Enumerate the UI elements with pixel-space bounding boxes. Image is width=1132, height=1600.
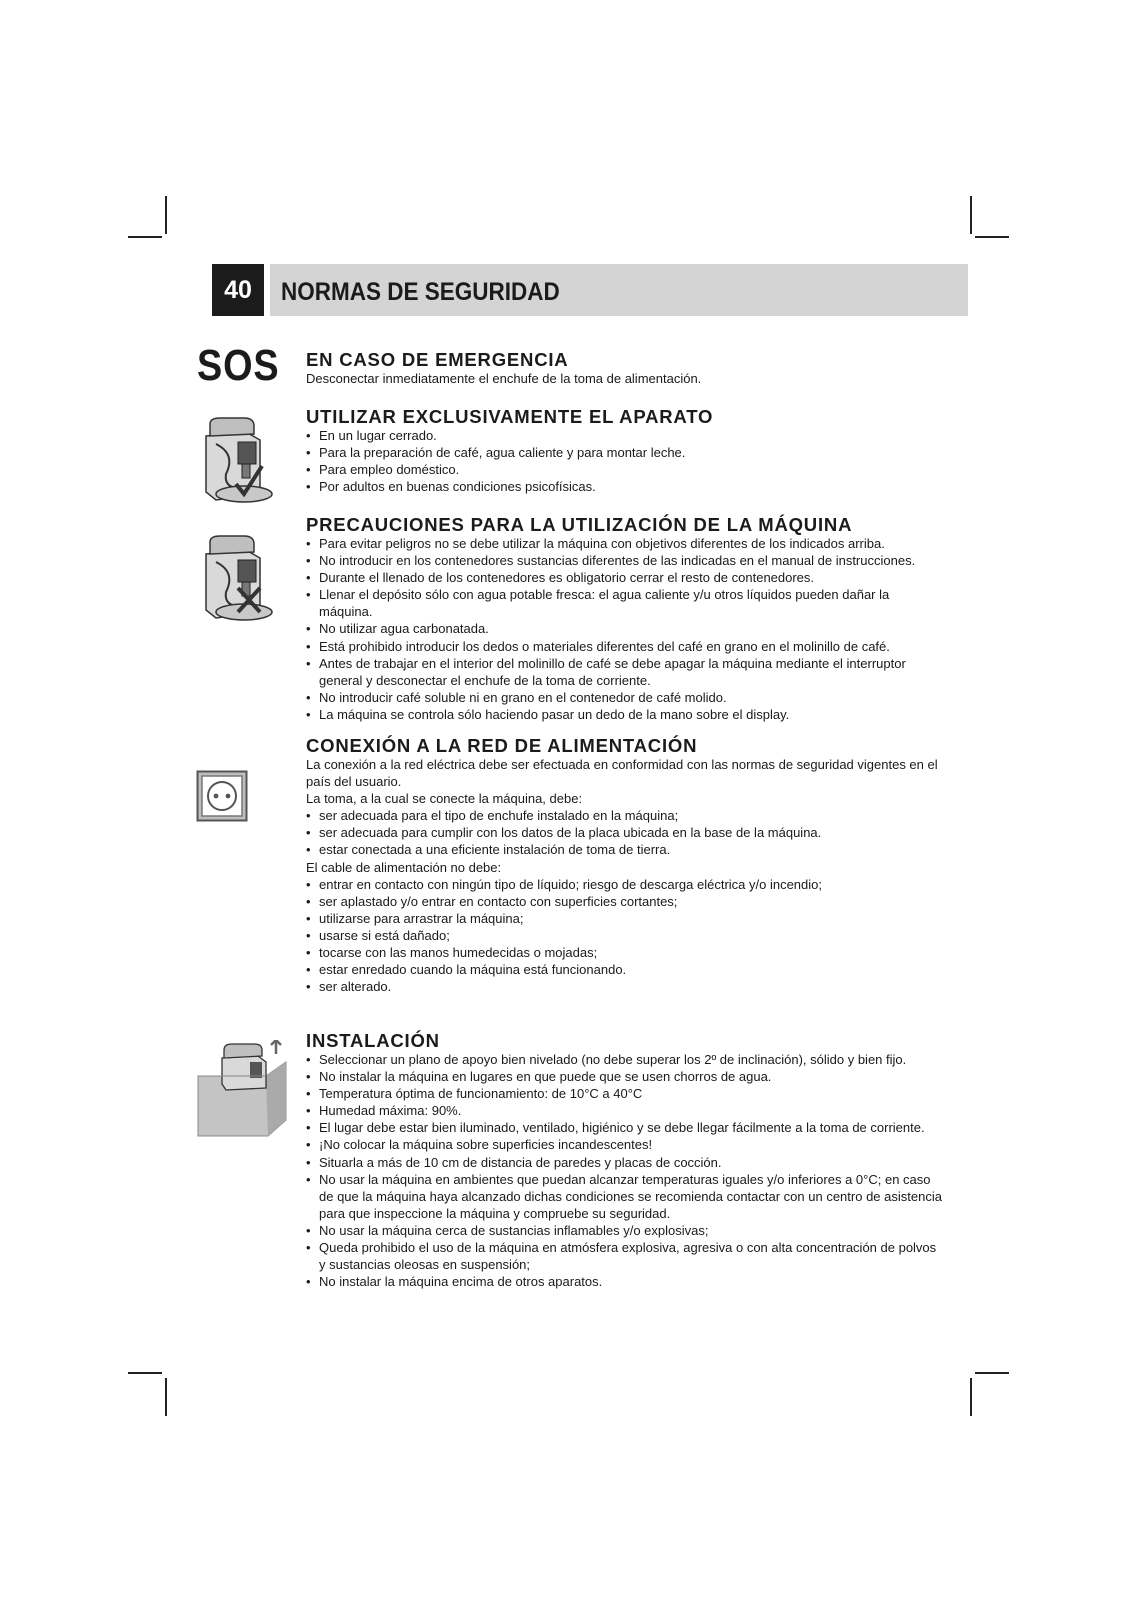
crop-mark <box>970 1378 972 1416</box>
list-item: • No instalar la máquina encima de otros aparatos. <box>306 1273 946 1290</box>
list-item: • Humedad máxima: 90%. <box>306 1102 946 1119</box>
machine-installation-box-icon <box>196 1040 292 1138</box>
paragraph: Desconectar inmediatamente el enchufe de la toma de alimentación. <box>306 371 702 386</box>
section-body <box>306 370 946 387</box>
list-item: • Para evitar peligros no se debe utilizar la máquina con objetivos diferentes de los indicados arriba. <box>306 535 946 552</box>
list-item: • Durante el llenado de los contenedores es obligatorio cerrar el resto de contenedores. <box>306 569 946 586</box>
crop-mark <box>975 236 1009 238</box>
list-item: • Por adultos en buenas condiciones psicofísicas. <box>306 478 946 495</box>
list-item: • La máquina se controla sólo haciendo pasar un dedo de la mano sobre el display. <box>306 706 946 723</box>
section-title: EN CASO DE EMERGENCIA <box>306 349 569 370</box>
list-item: • estar enredado cuando la máquina está funcionando. <box>306 961 946 978</box>
crop-mark <box>128 1372 162 1374</box>
paragraph: La conexión a la red eléctrica debe ser efectuada en conformidad con las normas de seguridad vigentes en el país del usuario. <box>306 757 938 790</box>
list-item: • entrar en contacto con ningún tipo de líquido; riesgo de descarga eléctrica y/o incendio; <box>306 876 946 893</box>
list-item: • ser adecuada para cumplir con los datos de la placa ubicada en la base de la máquina. <box>306 824 946 841</box>
list-item: • Situarla a más de 10 cm de distancia de paredes y placas de cocción. <box>306 1154 946 1171</box>
list-item: • Para la preparación de café, agua caliente y para montar leche. <box>306 444 946 461</box>
section-title: UTILIZAR EXCLUSIVAMENTE EL APARATO <box>306 406 714 427</box>
list-item: • ¡No colocar la máquina sobre superficies incandescentes! <box>306 1136 946 1153</box>
paragraph: El cable de alimentación no debe: <box>306 859 502 875</box>
section-title: INSTALACIÓN <box>306 1030 440 1051</box>
list-item: • No introducir café soluble ni en grano en el contenedor de café molido. <box>306 689 946 706</box>
list-item: • No usar la máquina cerca de sustancias inflamables y/o explosivas; <box>306 1222 946 1239</box>
list-item: • Está prohibido introducir los dedos o materiales diferentes del café en grano en el molinillo de café. <box>306 638 946 655</box>
list-item: • Queda prohibido el uso de la máquina en atmósfera explosiva, agresiva o con alta concentración de polvos y sustancias oleosas en suspensión; <box>306 1239 946 1273</box>
crop-mark <box>975 1372 1009 1374</box>
section-emergency <box>306 350 946 387</box>
bullet-list <box>306 535 946 723</box>
list-item: • En un lugar cerrado. <box>306 427 946 444</box>
section-body <box>306 535 946 723</box>
page-title-text: NORMAS DE SEGURIDAD <box>281 278 560 306</box>
list-item: • utilizarse para arrastrar la máquina; <box>306 910 946 927</box>
list-item: • Para empleo doméstico. <box>306 461 946 478</box>
section-installation <box>306 1031 946 1290</box>
crop-mark <box>165 1378 167 1416</box>
page-header <box>212 264 968 316</box>
list-item: • Seleccionar un plano de apoyo bien nivelado (no debe superar los 2º de inclinación), sólido y bien fijo. <box>306 1051 946 1068</box>
bullet-list <box>306 876 946 996</box>
bullet-list <box>306 427 946 495</box>
list-item: • No usar la máquina en ambientes que puedan alcanzar temperaturas iguales y/o inferiores a 0°C; en caso de que la máquina haya alcanzado dichas condiciones se recomienda contactar con un centro de asistencia para que inspeccione la máquina y compruebe su seguridad. <box>306 1171 946 1222</box>
machine-correct-use-icon <box>196 414 282 510</box>
section-title: PRECAUCIONES PARA LA UTILIZACIÓN DE LA MÁQUINA <box>306 514 853 535</box>
list-item: • estar conectada a una eficiente instalación de toma de tierra. <box>306 841 946 858</box>
power-socket-icon <box>196 770 248 822</box>
list-item: • usarse si está dañado; <box>306 927 946 944</box>
list-item: • No utilizar agua carbonatada. <box>306 620 946 637</box>
section-precautions <box>306 515 946 723</box>
list-item: • ser adecuada para el tipo de enchufe instalado en la máquina; <box>306 807 946 824</box>
list-item: • tocarse con las manos humedecidas o mojadas; <box>306 944 946 961</box>
list-item: • Llenar el depósito sólo con agua potable fresca: el agua caliente y/u otros líquidos pueden dañar la máquina. <box>306 586 946 620</box>
list-item: • Temperatura óptima de funcionamiento: de 10°C a 40°C <box>306 1085 946 1102</box>
list-item: • No instalar la máquina en lugares en que puede que se usen chorros de agua. <box>306 1068 946 1085</box>
crop-mark <box>165 196 167 234</box>
list-item: • El lugar debe estar bien iluminado, ventilado, higiénico y se debe llegar fácilmente a la toma de corriente. <box>306 1119 946 1136</box>
section-body <box>306 1051 946 1290</box>
list-item: • ser aplastado y/o entrar en contacto con superficies cortantes; <box>306 893 946 910</box>
list-item: • No introducir en los contenedores sustancias diferentes de las indicadas en el manual de instrucciones. <box>306 552 946 569</box>
crop-mark <box>970 196 972 234</box>
section-body <box>306 427 946 495</box>
section-power-connection <box>306 736 946 995</box>
section-exclusive-use <box>306 407 946 495</box>
paragraph: La toma, a la cual se conecte la máquina, debe: <box>306 791 583 807</box>
machine-prohibited-use-icon <box>196 532 282 628</box>
bullet-list <box>306 1051 946 1290</box>
sos-label: SOS <box>197 341 280 390</box>
list-item: • ser alterado. <box>306 978 946 995</box>
section-body <box>306 756 946 995</box>
page-title <box>270 264 968 316</box>
crop-mark <box>128 236 162 238</box>
list-item: • Antes de trabajar en el interior del molinillo de café se debe apagar la máquina mediante el interruptor general y desconectar el enchufe de la toma de corriente. <box>306 655 946 689</box>
page-number: 40 <box>212 264 264 316</box>
bullet-list <box>306 807 946 858</box>
section-title: CONEXIÓN A LA RED DE ALIMENTACIÓN <box>306 735 698 756</box>
